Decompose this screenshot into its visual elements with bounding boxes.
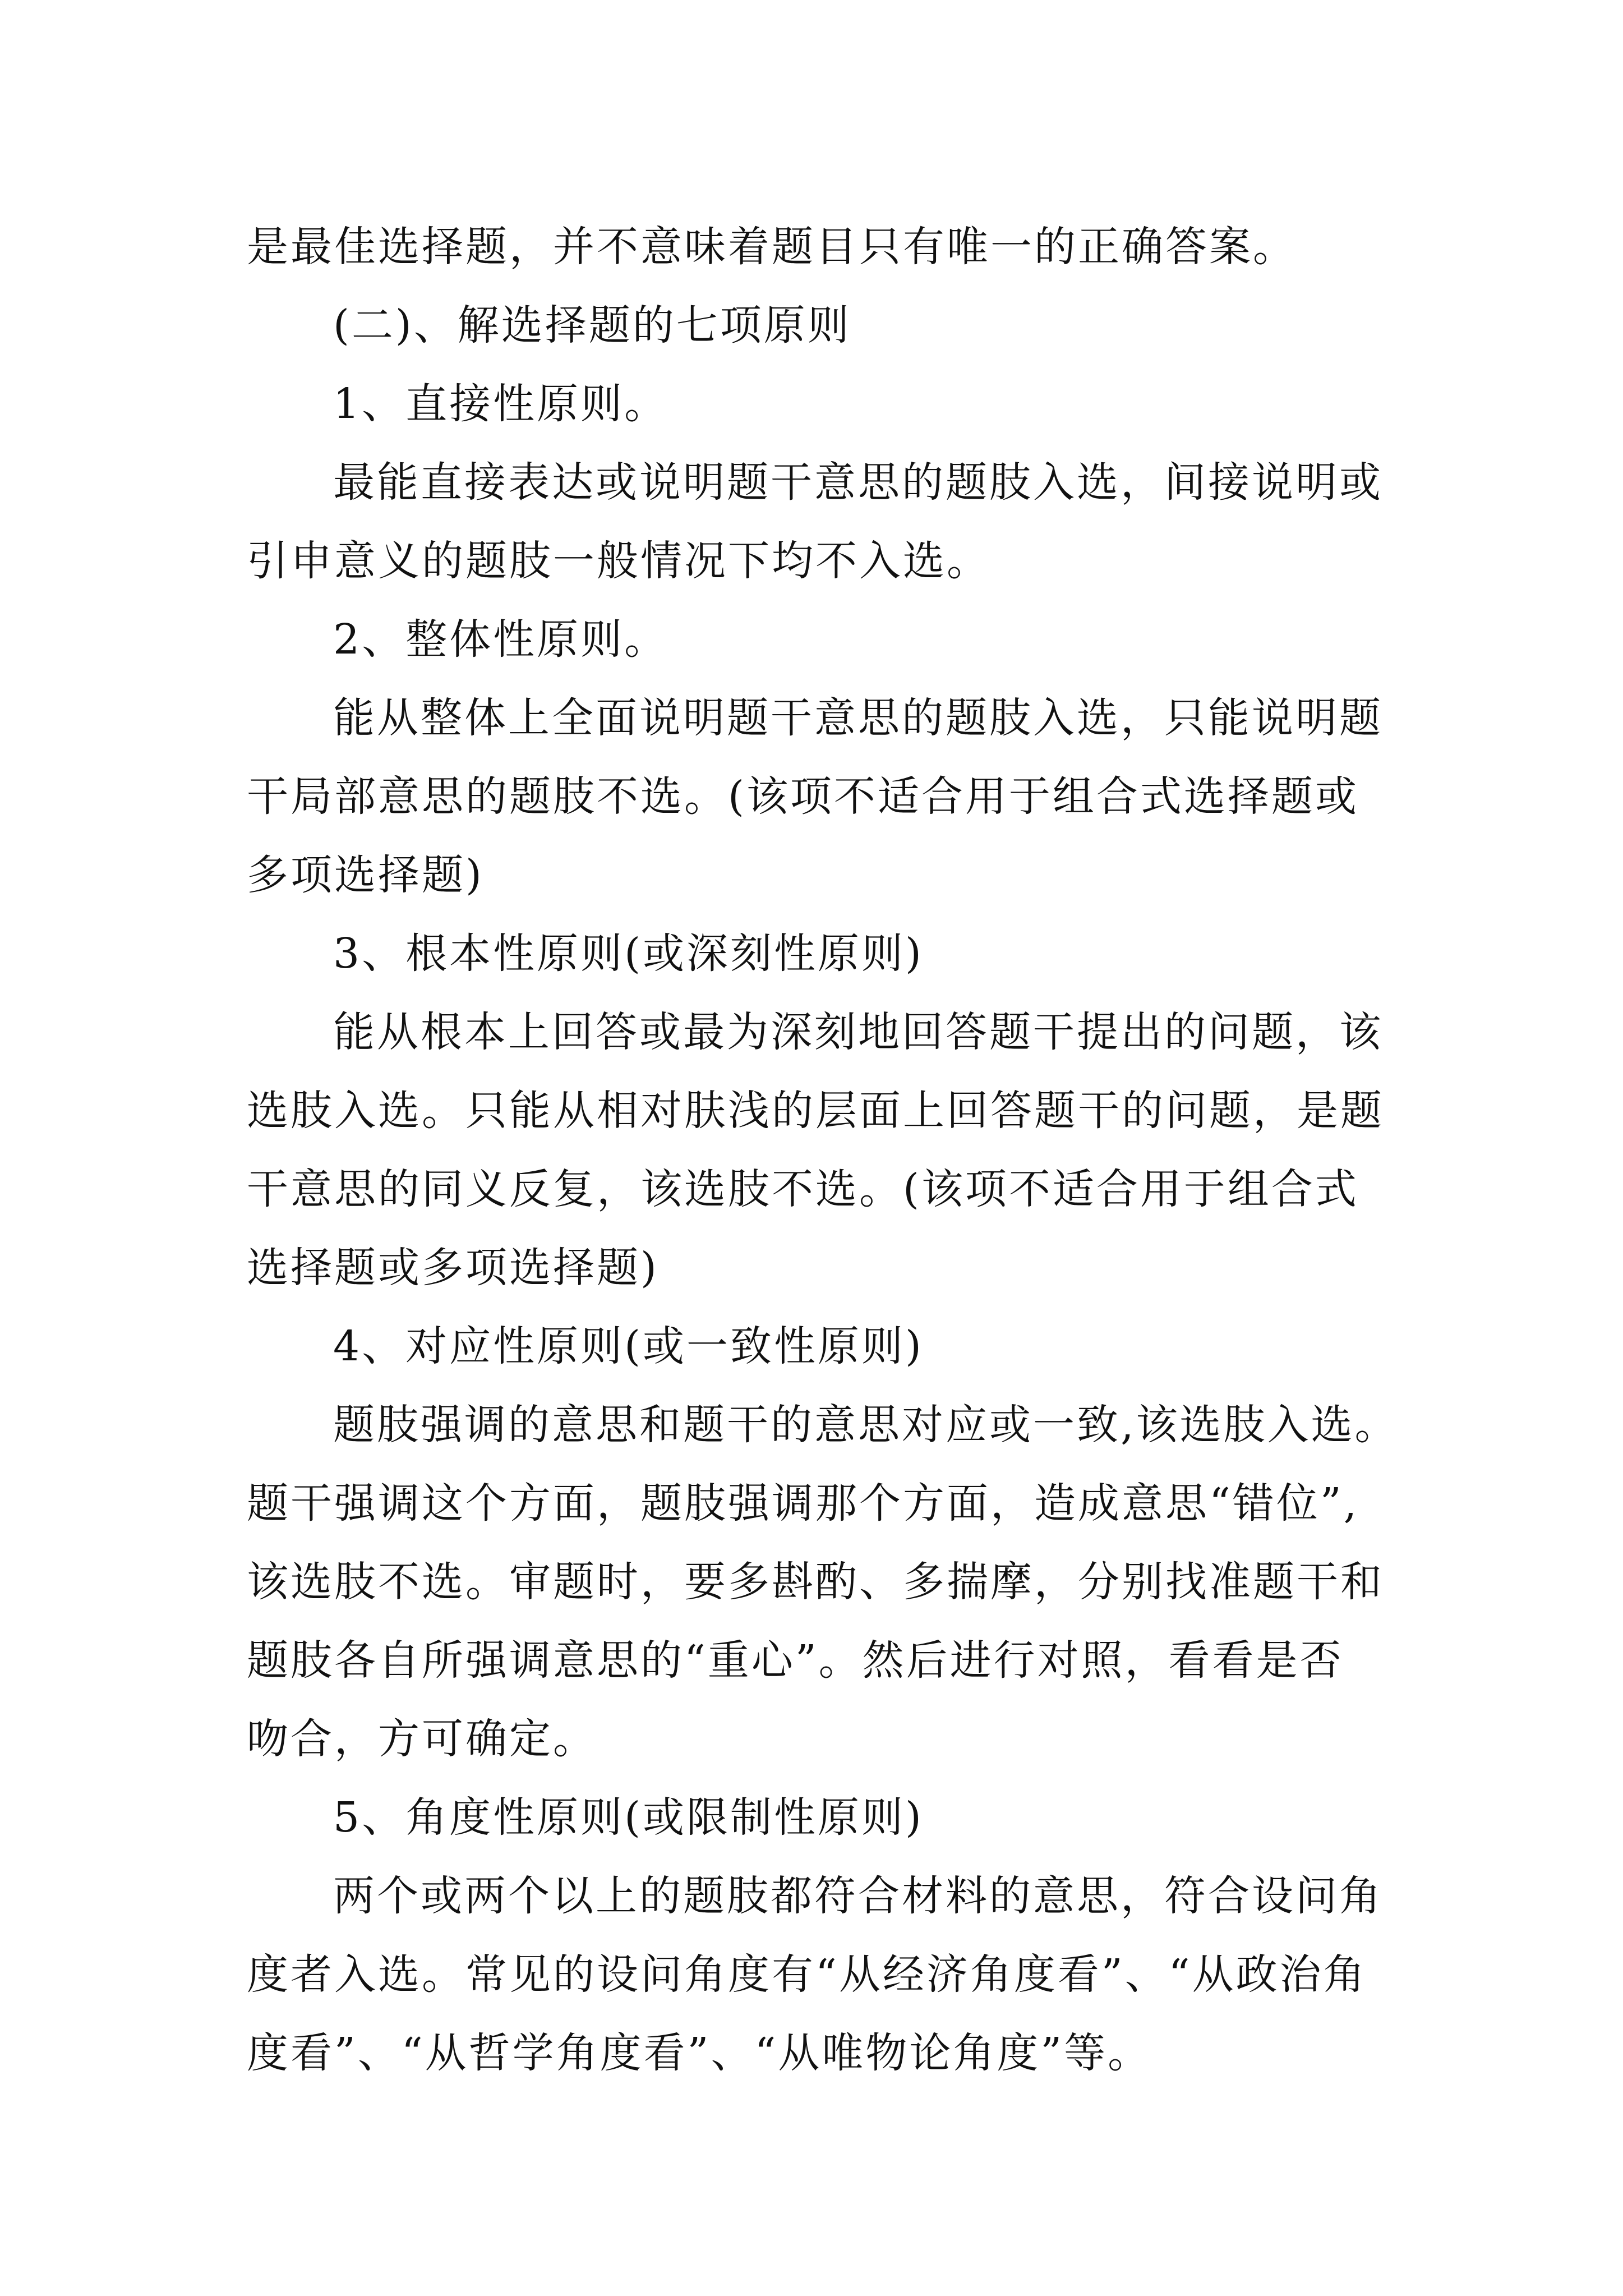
text-line-20: 吻合，方可确定。 [247,1715,597,1763]
text-line-14: 选择题或多项选择题) [247,1244,659,1292]
principle-heading-2: 2、整体性原则。 [333,615,668,664]
document-body [247,208,1399,2092]
text-line-1: 是最佳选择题，并不意味着题目只有唯一的正确答案。 [247,223,1297,271]
principle-heading-4: 4、对应性原则(或一致性原则) [333,1322,924,1370]
text-line-13: 干意思的同义反复，该选肢不选。(该项不适合用于组合式 [247,1165,1359,1213]
text-line-8: 干局部意思的题肢不选。(该项不适合用于组合式选择题或 [247,772,1359,821]
text-line-5: 引申意义的题肢一般情况下均不入选。 [247,537,990,585]
text-line-11: 能从根本上回答或最为深刻地回答题干提出的问题，该 [333,1008,1383,1056]
principle-heading-1: 1、直接性原则。 [333,380,668,428]
text-line-22: 两个或两个以上的题肢都符合材料的意思，符合设问角 [333,1872,1383,1920]
text-line-12: 选肢入选。只能从相对肤浅的层面上回答题干的问题，是题 [247,1087,1384,1135]
text-line-16: 题肢强调的意思和题干的意思对应或一致,该选肢入选。 [333,1401,1399,1449]
principle-heading-5: 5、角度性原则(或限制性原则) [333,1793,924,1842]
text-line-23: 度者入选。常见的设问角度有“从经济角度看”、“从政治角 [247,1950,1367,1999]
text-line-17: 题干强调这个方面，题肢强调那个方面，造成意思“错位”, [247,1479,1359,1527]
principle-heading-3: 3、根本性原则(或深刻性原则) [333,930,924,978]
text-line-9: 多项选择题) [247,851,484,899]
text-line-18: 该选肢不选。审题时，要多斟酌、多揣摩，分别找准题干和 [247,1558,1384,1606]
text-line-4: 最能直接表达或说明题干意思的题肢入选，间接说明或 [333,458,1383,507]
section-heading: (二)、解选择题的七项原则 [333,301,851,349]
text-line-24: 度看”、“从哲学角度看”、“从唯物论角度”等。 [247,2029,1152,2077]
text-line-7: 能从整体上全面说明题干意思的题肢入选，只能说明题 [333,694,1383,742]
text-line-19: 题肢各自所强调意思的“重心”。然后进行对照，看看是否 [247,1636,1344,1685]
